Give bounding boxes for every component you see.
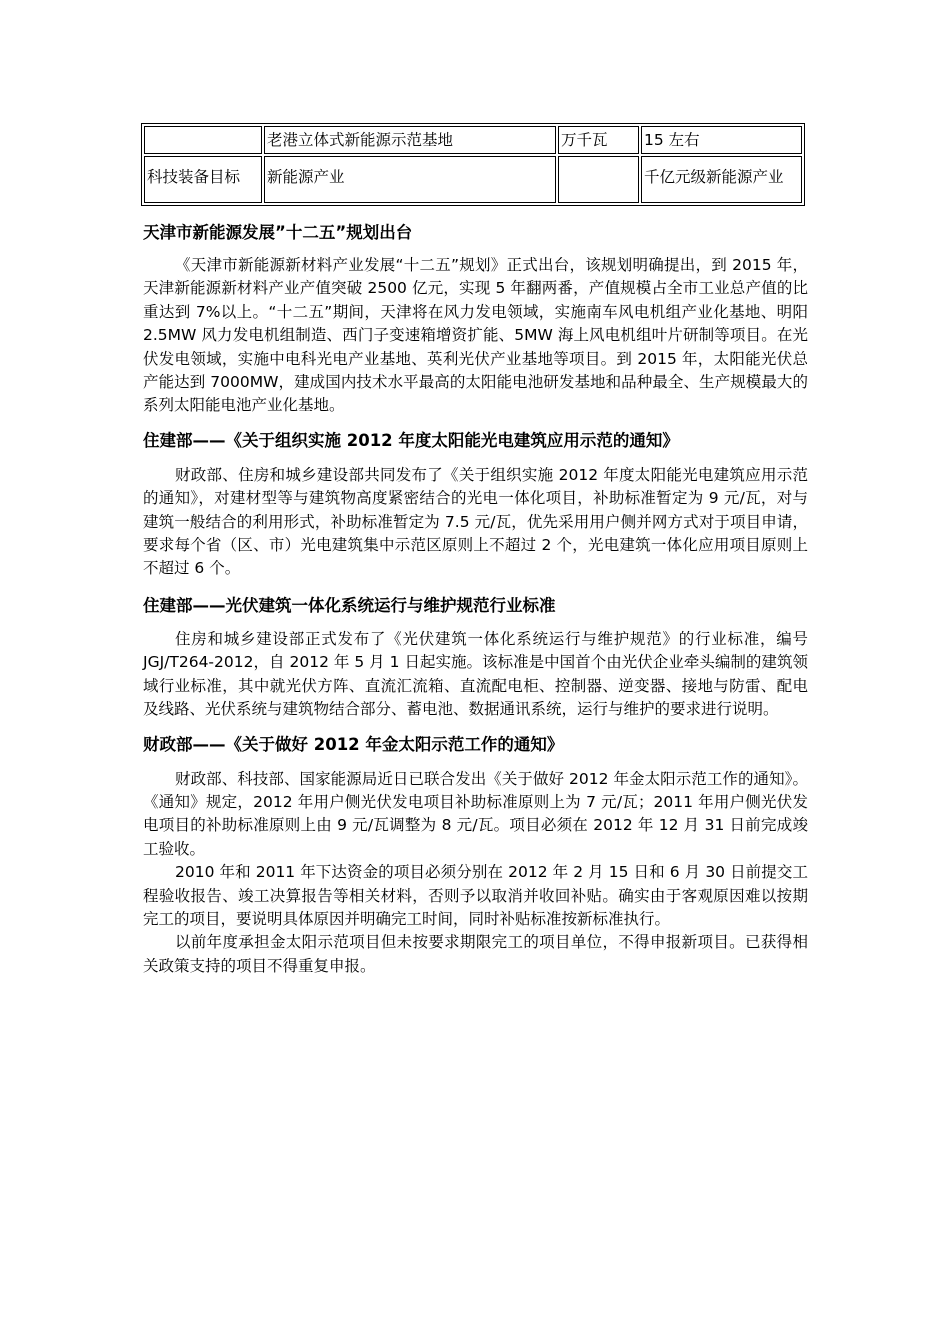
table-cell: 新能源产业 (264, 156, 556, 203)
table-cell: 万千瓦 (558, 126, 639, 154)
section-heading: 住建部——《关于组织实施 2012 年度太阳能光电建筑应用示范的通知》 (143, 430, 679, 450)
section-paragraph: 2010 年和 2011 年下达资金的项目必须分别在 2012 年 2 月 15 日和 6 月 30 日前提交工程验收报告、竣工决算报告等相关材料，否则予以取消并收回补贴。确实由于客观原因难以按期完工的项目，要说明具体原因并明确完工时间，同时补贴标准按新标准执行。 (143, 863, 808, 928)
table-cell (144, 126, 262, 154)
table-cell: 老港立体式新能源示范基地 (264, 126, 556, 154)
table-row (144, 126, 802, 154)
table-cell (558, 156, 639, 203)
table-cell: 15 左右 (641, 126, 802, 154)
section-paragraph: 《天津市新能源新材料产业发展“十二五”规划》正式出台，该规划明确提出，到 2015 年，天津新能源新材料产业产值突破 2500 亿元，实现 5 年翻两番，产值规模占全市工业总产值的比重达到 7%以上。“十二五”期间，天津将在风力发电领域，实施南车风电机组产业化基地、明阳 2.5MW 风力发电机组制造、西门子变速箱增资扩能、5MW 海上风电机组叶片研制等项目。在光伏发电领域，实施中电科光电产业基地、英利光伏产业基地等项目。到 2015 年，太阳能光伏总产能达到 7000MW，建成国内技术水平最高的太阳能电池研发基地和品种最全、生产规模最大的系列太阳能电池产业化基地。 (143, 256, 808, 415)
section-heading: 财政部——《关于做好 2012 年金太阳示范工作的通知》 (143, 734, 564, 754)
table-cell: 科技装备目标 (144, 156, 262, 203)
targets-table (141, 123, 805, 206)
section-paragraph: 住房和城乡建设部正式发布了《光伏建筑一体化系统运行与维护规范》的行业标准，编号 JGJ/T264-2012，自 2012 年 5 月 1 日起实施。该标准是中国首个由光伏企业牵头编制的建筑领域行业标准，其中就光伏方阵、直流汇流箱、直流配电柜、控制器、逆变器、接地与防雷、配电及线路、光伏系统与建筑物结合部分、蓄电池、数据通讯系统，运行与维护的要求进行说明。 (143, 629, 808, 719)
table-cell: 千亿元级新能源产业 (641, 156, 802, 203)
table-row (144, 156, 802, 203)
section-paragraph: 财政部、住房和城乡建设部共同发布了《关于组织实施 2012 年度太阳能光电建筑应用示范的通知》，对建材型等与建筑物高度紧密结合的光电一体化项目，补助标准暂定为 9 元/瓦，对与建筑一般结合的利用形式，补助标准暂定为 7.5 元/瓦，优先采用用户侧并网方式对于项目申请，要求每个省（区、市）光电建筑集中示范区原则上不超过 2 个，光电建筑一体化应用项目原则上不超过 6 个。 (143, 465, 808, 578)
section-heading: 天津市新能源发展”十二五”规划出台 (143, 223, 413, 242)
section-heading: 住建部——光伏建筑一体化系统运行与维护规范行业标准 (143, 595, 556, 615)
section-paragraph: 以前年度承担金太阳示范项目但未按要求期限完工的项目单位，不得申报新项目。已获得相关政策支持的项目不得重复申报。 (143, 933, 808, 975)
section-paragraph: 财政部、科技部、国家能源局近日已联合发出《关于做好 2012 年金太阳示范工作的通知》。《通知》规定，2012 年用户侧光伏发电项目补助标准原则上为 7 元/瓦；2011 年用户侧光伏发电项目的补助标准原则上由 9 元/瓦调整为 8 元/瓦。项目必须在 2012 年 12 月 31 日前完成竣工验收。 (143, 769, 808, 858)
document-page (143, 123, 808, 978)
